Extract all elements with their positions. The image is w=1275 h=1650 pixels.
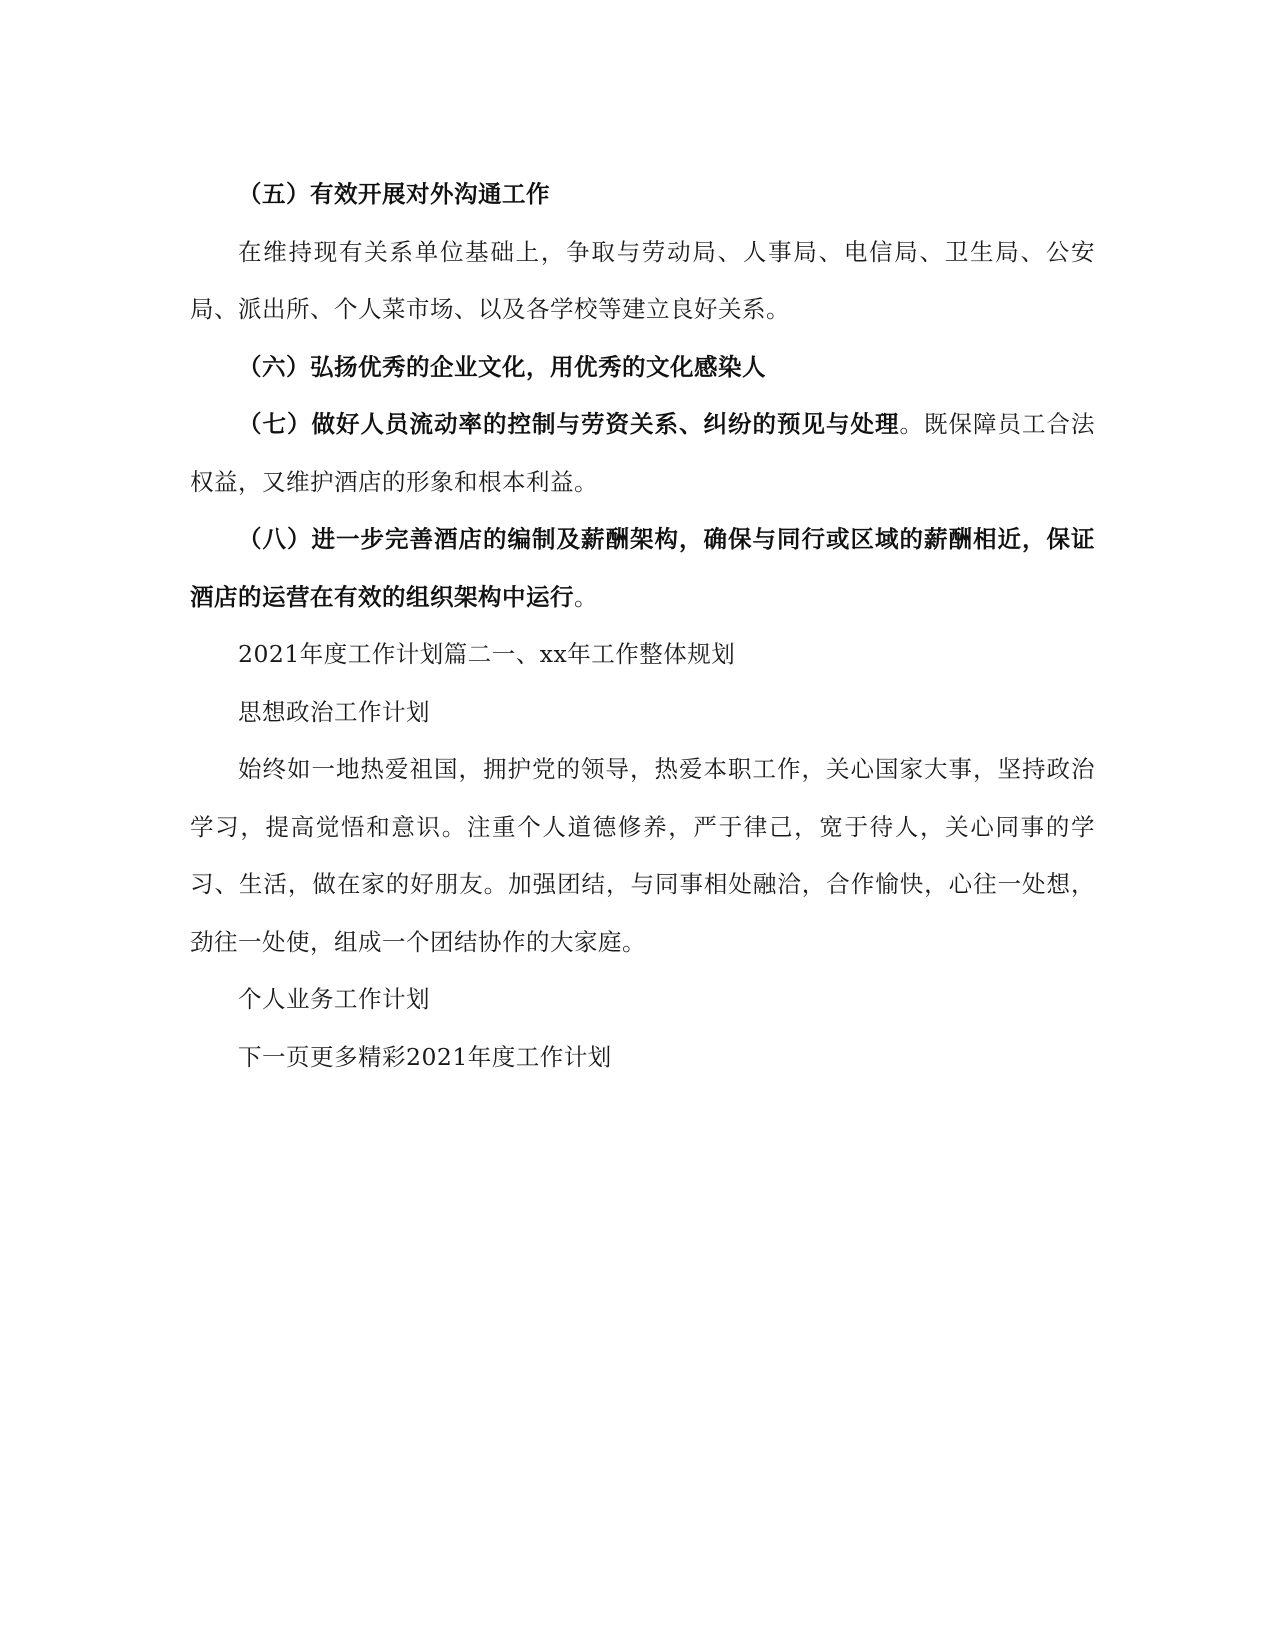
document-body xyxy=(190,166,1095,1086)
section-7-paragraph xyxy=(190,396,1095,511)
section-heading-7: （七）做好人员流动率的控制与劳资关系、纠纷的预见与处理 xyxy=(238,410,900,438)
paragraph-external-relations: 在维持现有关系单位基础上，争取与劳动局、人事局、电信局、卫生局、公安局、派出所、个人菜市场、以及各学校等建立良好关系。 xyxy=(190,237,1095,323)
paragraph-business-plan-title: 个人业务工作计划 xyxy=(238,985,430,1013)
paragraph-next-page: 下一页更多精彩2021年度工作计划 xyxy=(238,1042,612,1071)
paragraph-political-plan-title: 思想政治工作计划 xyxy=(238,697,430,726)
section-8-paragraph xyxy=(190,511,1095,626)
paragraph-political-plan-body: 始终如一地热爱祖国，拥护党的领导，热爱本职工作，关心国家大事，坚持政治学习，提高觉悟和意识。注重个人道德修养，严于律己，宽于待人，关心同事的学习、生活，做在家的好朋友。加强团结，与同事相处融洽，合作愉快，心往一处想，劲往一处使，组成一个团结协作的大家庭。 xyxy=(190,755,1095,956)
section-8-body: 。 xyxy=(574,582,598,611)
section-heading-5: （五）有效开展对外沟通工作 xyxy=(238,180,550,208)
paragraph-plan-title: 2021年度工作计划篇二一、xx年工作整体规划 xyxy=(238,640,736,668)
section-heading-8: （八）进一步完善酒店的编制及薪酬架构，确保与同行或区域的薪酬相近，保证酒店的运营在有效的组织架构中运行 xyxy=(190,525,1095,611)
section-7-body: 。既保障员工合法权益，又维护酒店的形象和根本利益。 xyxy=(190,410,1095,496)
section-heading-6: （六）弘扬优秀的企业文化，用优秀的文化感染人 xyxy=(238,352,766,381)
